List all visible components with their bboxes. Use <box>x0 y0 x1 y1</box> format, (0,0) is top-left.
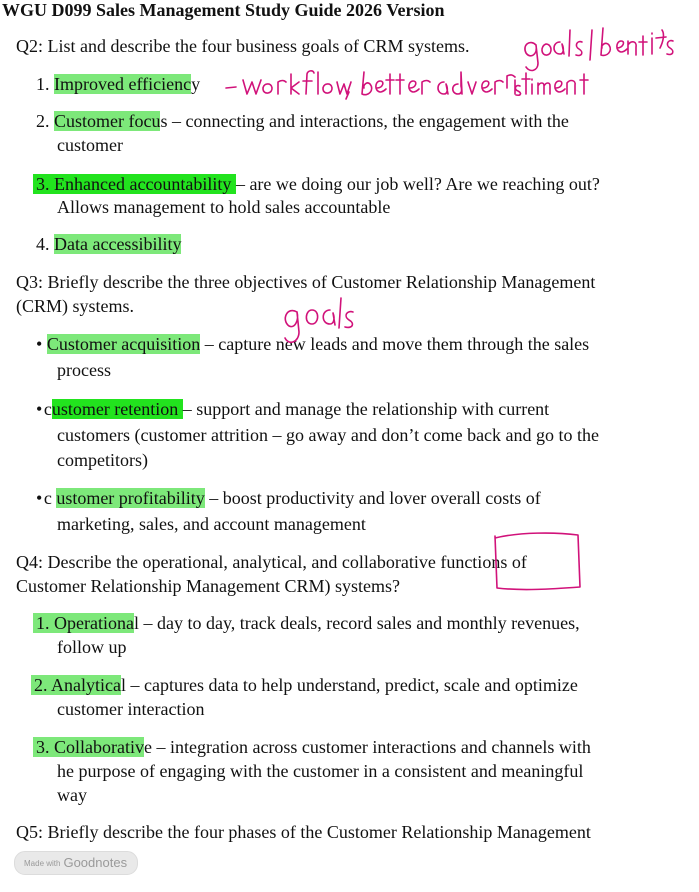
q2-item-3-continued: Allows management to hold sales accountable <box>57 197 391 217</box>
highlighted-term: Data accessibility <box>54 234 182 254</box>
item-number: 3. <box>36 174 50 194</box>
q3-item-1 <box>36 332 589 356</box>
item-text: l – day to day, track deals, record sales and monthly revenues, <box>133 613 580 633</box>
item-text: e – integration across customer interactions and channels with <box>143 737 591 757</box>
item-text: l – captures data to help understand, predict, scale and optimize <box>120 675 578 695</box>
item-number: 4. <box>36 234 50 254</box>
term-text: Enhanced accountability <box>54 174 236 194</box>
q3-item-3 <box>36 486 541 510</box>
item-prefix: c <box>43 399 52 419</box>
q2-item-4 <box>36 232 181 256</box>
q4-item-3 <box>33 735 591 759</box>
q3-question: Q3: Briefly describe the three objectives of Customer Relationship Management <box>16 272 596 292</box>
ink-workflow-note <box>226 71 588 99</box>
q4-item-3-continued: he purpose of engaging with the customer in a consistent and meaningful <box>57 761 584 781</box>
item-text: – are we doing our job well? Are we reaching out? <box>235 174 600 194</box>
item-number: 1. <box>36 74 50 94</box>
q2-item-3 <box>33 172 600 196</box>
highlighted-term: Customer acquisition <box>46 334 201 354</box>
item-text: s – connecting and interactions, the engagement with the <box>160 111 569 131</box>
ink-goals-benefits <box>525 28 673 70</box>
q2-item-2-continued: customer <box>57 135 123 155</box>
item-prefix: c <box>43 488 57 508</box>
q4-item-1 <box>33 611 580 635</box>
highlighted-term: Customer focu <box>54 111 161 131</box>
highlighted-term: 3. Collaborativ <box>33 737 144 757</box>
item-text: y <box>191 74 201 94</box>
bullet: • <box>36 334 43 354</box>
q4-item-2-continued: customer interaction <box>57 699 205 719</box>
item-text: – capture new leads and move them through the sales <box>200 334 590 354</box>
highlighted-term <box>33 174 236 194</box>
highlighted-term: 2. Analytica <box>31 675 121 695</box>
highlighted-term: ustomer retention <box>51 399 183 419</box>
highlighted-term: Improved efficienc <box>54 74 192 94</box>
q3-item-2-continued: customers (customer attrition – go away and don’t come back and go to the <box>57 425 600 445</box>
q3-item-1-continued: process <box>57 360 111 380</box>
item-number: 2. <box>36 111 50 131</box>
item-text: – support and manage the relationship with current <box>182 399 550 419</box>
badge-brand: Goodnotes <box>63 855 128 870</box>
q4-item-2 <box>31 673 578 697</box>
q4-item-1-continued: follow up <box>57 637 127 657</box>
q5-question: Q5: Briefly describe the four phases of the Customer Relationship Management <box>16 822 591 842</box>
q2-item-2 <box>36 109 569 133</box>
q4-question: Q4: Describe the operational, analytical, and collaborative functions of <box>16 552 527 572</box>
q2-item-1 <box>36 72 200 96</box>
bullet: • <box>36 399 43 419</box>
goodnotes-badge <box>14 851 138 875</box>
highlighted-term: ustomer profitability <box>56 488 205 508</box>
q4-item-3-continued-2: way <box>57 785 87 805</box>
q3-item-2 <box>36 397 549 421</box>
badge-made-with: Made with <box>24 859 61 868</box>
q4-question-continued: Customer Relationship Management CRM) systems? <box>16 576 400 596</box>
q3-question-continued: (CRM) systems. <box>16 296 135 316</box>
page-title: WGU D099 Sales Management Study Guide 2026 Version <box>2 0 445 20</box>
item-text: – boost productivity and lover overall costs of <box>204 488 541 508</box>
highlighted-term: 1. Operationa <box>33 613 134 633</box>
q2-question: Q2: List and describe the four business goals of CRM systems. <box>16 36 470 56</box>
q3-item-3-continued: marketing, sales, and account management <box>57 514 366 534</box>
bullet: • <box>36 488 43 508</box>
q3-item-2-continued-2: competitors) <box>57 450 148 470</box>
